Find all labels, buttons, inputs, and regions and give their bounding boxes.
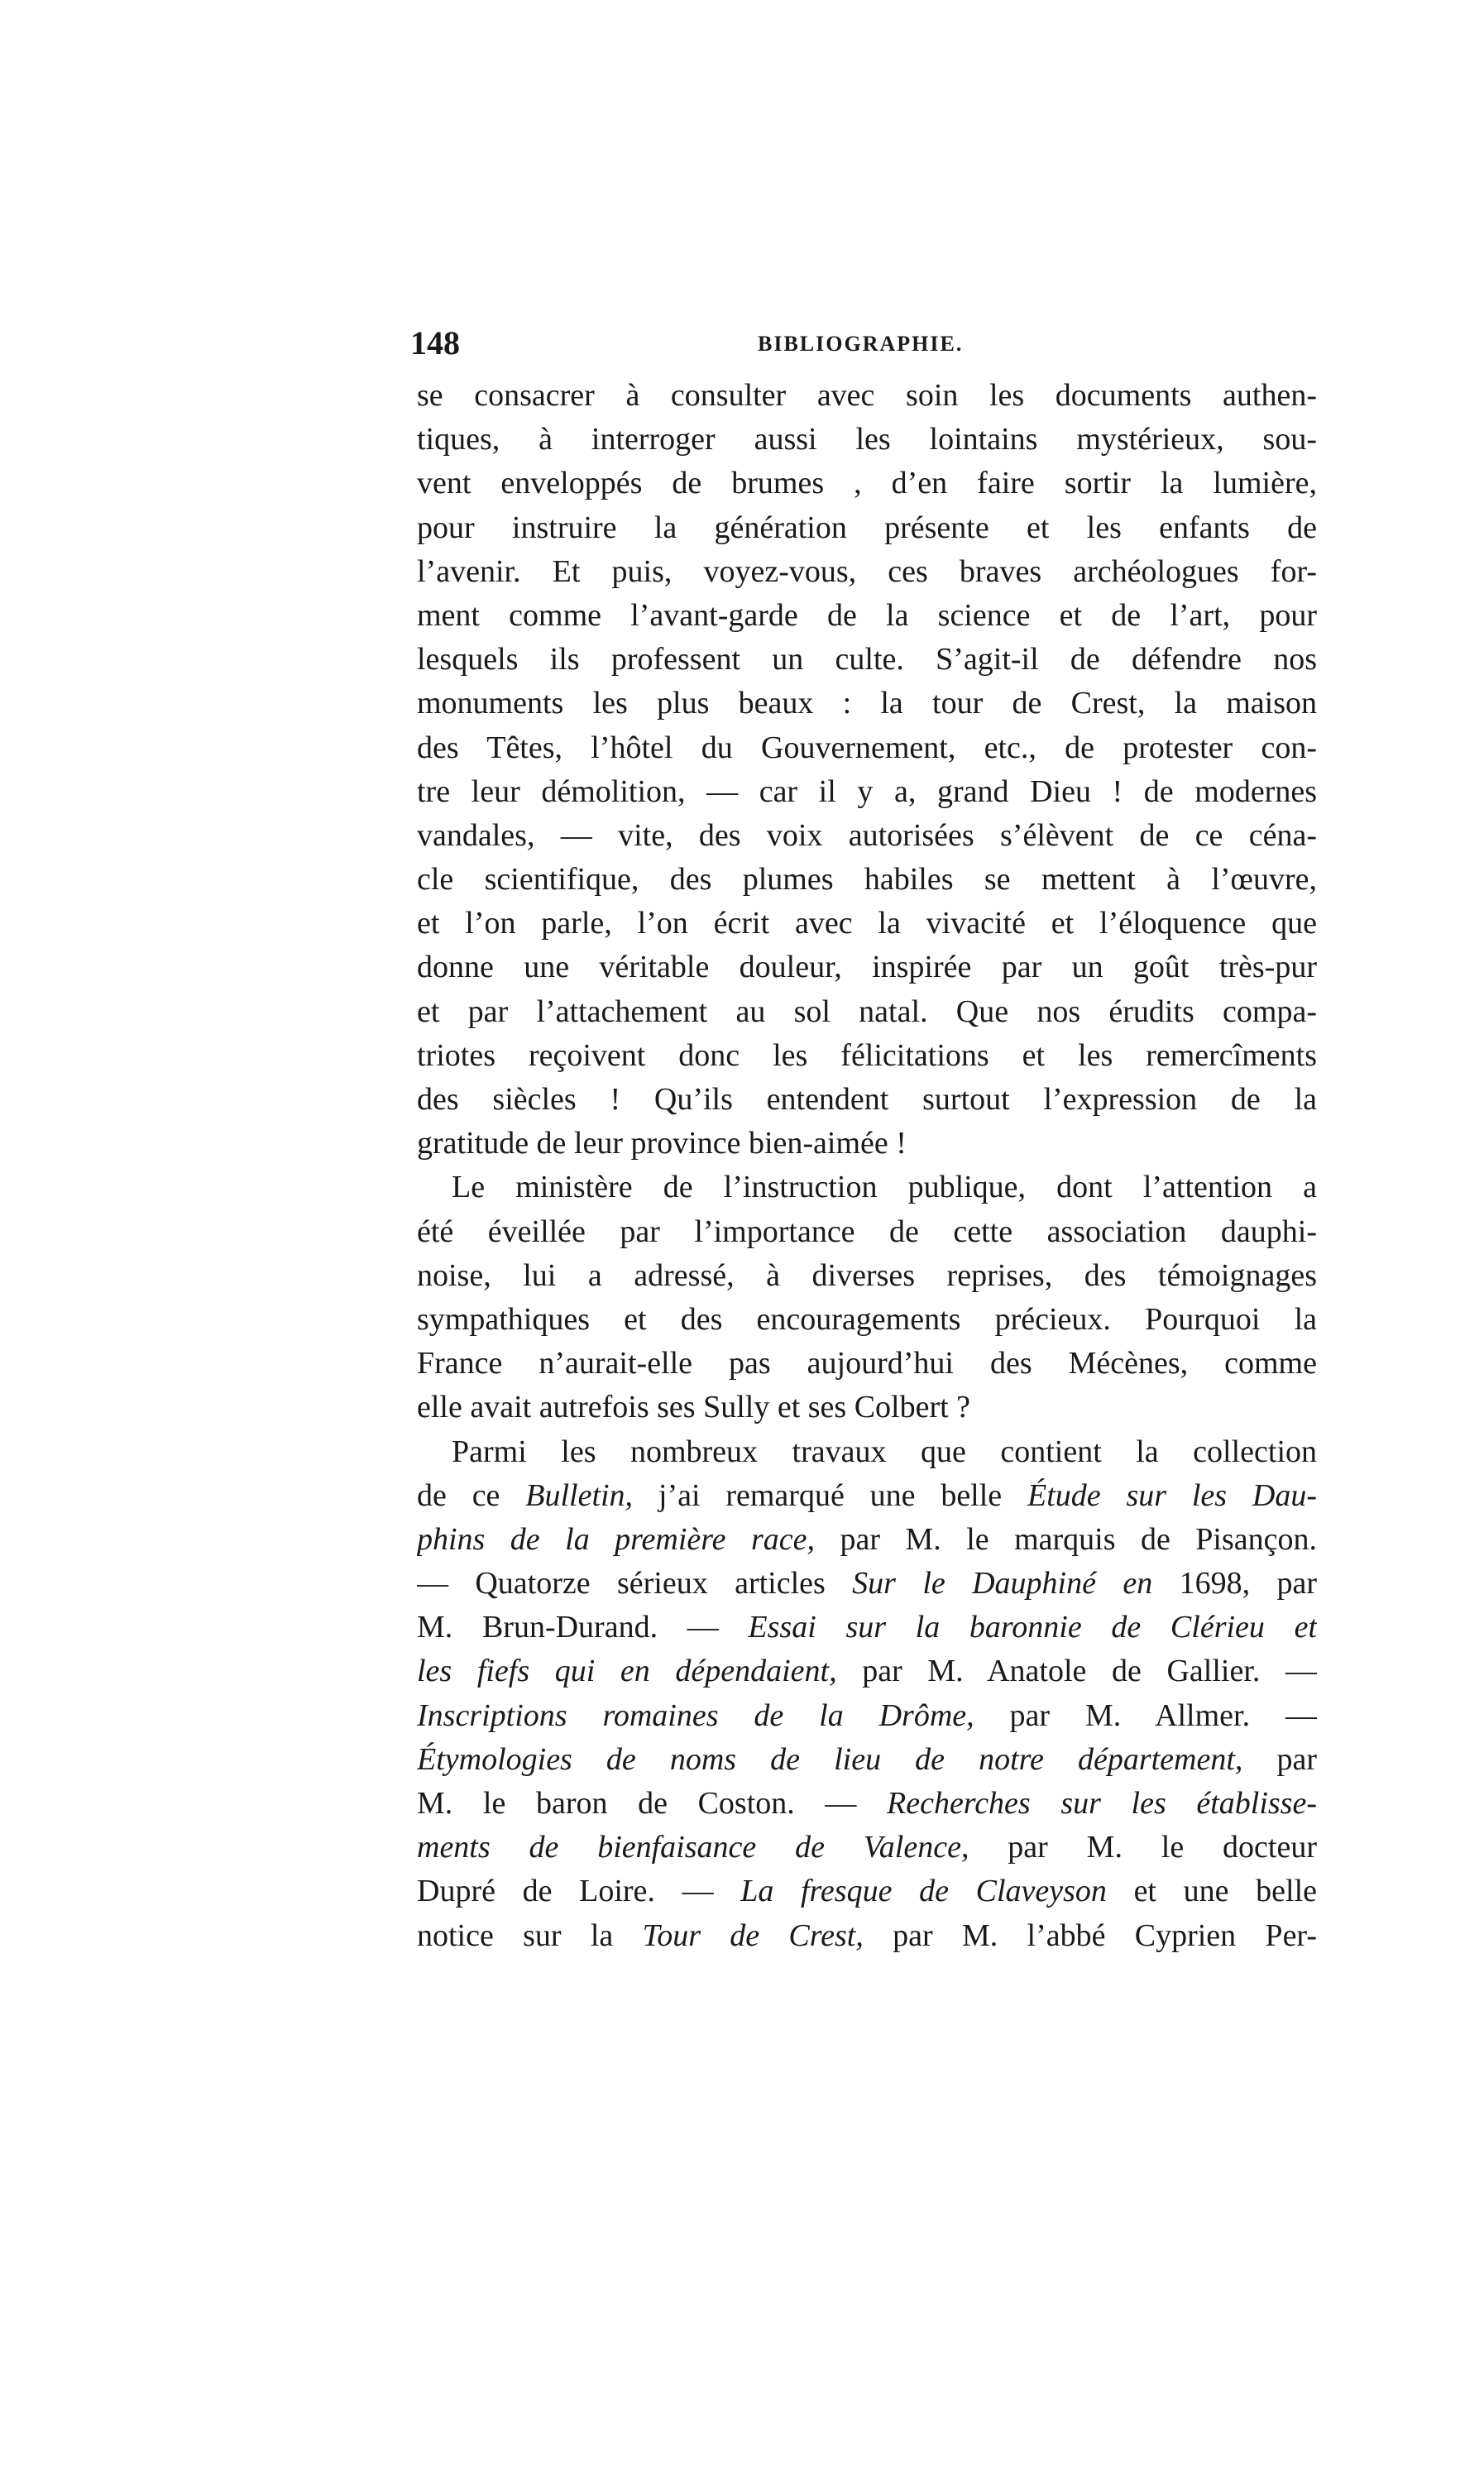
text-segment: par M. l’abbé Cyprien Per- (863, 1917, 1317, 1953)
text-segment: par M. Allmer. — (974, 1697, 1317, 1733)
text-line (417, 1562, 1317, 1606)
text-segment: et une belle (1106, 1874, 1317, 1909)
text-line: donne une véritable douleur, inspirée par un goût très-pur (417, 950, 1317, 985)
text-line: pour instruire la génération présente et les enfants de (417, 510, 1317, 545)
text-line: lesquels ils professent un culte. S’agit-il de défendre nos (417, 642, 1317, 677)
text-line: cle scientifique, des plumes habiles se mettent à l’œuvre, (417, 862, 1317, 898)
text-segment: par (1242, 1741, 1317, 1777)
italic-title: Étymologies de noms de lieu de notre département, (417, 1741, 1243, 1777)
italic-title: La fresque de Claveyson (740, 1874, 1107, 1909)
text-segment: de ce (417, 1477, 526, 1513)
italic-title: ments de bienfaisance de Valence (417, 1830, 961, 1865)
text-segment: 1698, par (1152, 1566, 1317, 1601)
text-segment: , par M. le docteur (960, 1830, 1317, 1865)
text-segment: M. Brun-Durand. — (417, 1610, 749, 1645)
text-line (417, 1870, 1317, 1913)
text-line: tre leur démolition, — car il y a, grand Dieu ! de modernes (417, 773, 1317, 809)
text-line: gratitude de leur province bien-aimée ! (417, 1126, 907, 1161)
italic-title: Étude sur les Dau- (1027, 1477, 1317, 1513)
page-number: 148 (410, 324, 460, 361)
text-line (417, 1738, 1317, 1782)
text-line (417, 1782, 1317, 1826)
text-line: noise, lui a adressé, à diverses reprises, des témoignages (417, 1257, 1317, 1293)
text-segment: notice sur la (417, 1917, 643, 1953)
text-line: tiques, à interroger aussi les lointains mystérieux, sou- (417, 422, 1317, 457)
italic-title: Bulletin, (525, 1477, 634, 1513)
text-segment: Parmi les nombreux travaux que contient la collection (452, 1434, 1317, 1469)
text-line: Le ministère de l’instruction publique, dont l’attention a (452, 1170, 1317, 1205)
text-line (417, 1914, 1317, 1958)
text-line: triotes reçoivent donc les félicitations et les remercîments (417, 1037, 1317, 1073)
text-line: sympathiques et des encouragements précieux. Pourquoi la (417, 1301, 1317, 1337)
text-line: et l’on parle, l’on écrit avec la vivacité et l’éloquence que (417, 906, 1317, 941)
text-segment: M. le baron de Coston. — (417, 1786, 887, 1821)
text-line (417, 1606, 1317, 1649)
text-segment: par M. Anatole de Gallier. — (836, 1654, 1317, 1689)
text-line (417, 1474, 1317, 1518)
text-line: se consacrer à consulter avec soin les documents authen- (417, 378, 1317, 413)
text-line: et par l’attachement au sol natal. Que nos érudits compa- (417, 993, 1317, 1029)
text-line: vandales, — vite, des voix autorisées s’élèvent de ce céna- (417, 817, 1317, 853)
paragraph (417, 374, 1317, 1166)
paragraph (417, 1430, 1317, 1958)
text-line: l’avenir. Et puis, voyez-vous, ces braves archéologues for- (417, 553, 1317, 589)
text-segment: par M. le marquis de Pisançon. (815, 1521, 1317, 1557)
running-head: BIBLIOGRAPHIE. (758, 332, 964, 356)
text-line: monuments les plus beaux : la tour de Crest, la maison (417, 686, 1317, 721)
italic-title: Sur le Dauphiné en (852, 1566, 1153, 1601)
page-body (417, 374, 1317, 1958)
text-line (417, 1694, 1317, 1738)
italic-title: Tour de Crest, (642, 1917, 864, 1953)
text-line: été éveillée par l’importance de cette association dauphi- (417, 1214, 1317, 1249)
text-line: des Têtes, l’hôtel du Gouvernement, etc., de protester con- (417, 730, 1317, 765)
text-line: ment comme l’avant-garde de la science et de l’art, pour (417, 597, 1317, 633)
paragraph (417, 1166, 1317, 1429)
italic-title: Essai sur la baronnie de Clérieu et (748, 1610, 1317, 1645)
text-line: vent enveloppés de brumes , d’en faire sortir la lumière, (417, 466, 1317, 501)
italic-title: les fiefs qui en dépendaient, (417, 1654, 837, 1689)
text-line (417, 1649, 1317, 1693)
text-segment: Dupré de Loire. — (417, 1874, 741, 1909)
italic-title: phins de la première race, (417, 1521, 815, 1557)
text-line: des siècles ! Qu’ils entendent surtout l’expression de la (417, 1082, 1317, 1117)
text-segment: j’ai remarqué une belle (633, 1477, 1027, 1513)
text-line (417, 1430, 1317, 1474)
text-line (417, 1826, 1317, 1870)
text-segment: — Quatorze sérieux articles (417, 1566, 853, 1601)
text-line: elle avait autrefois ses Sully et ses Colbert ? (417, 1390, 971, 1425)
italic-title: Recherches sur les établisse- (887, 1786, 1317, 1821)
italic-title: Inscriptions romaines de la Drôme, (417, 1697, 974, 1733)
page-header (410, 324, 1317, 362)
text-line (417, 1518, 1317, 1562)
text-line: France n’aurait-elle pas aujourd’hui des Mécènes, comme (417, 1346, 1317, 1381)
